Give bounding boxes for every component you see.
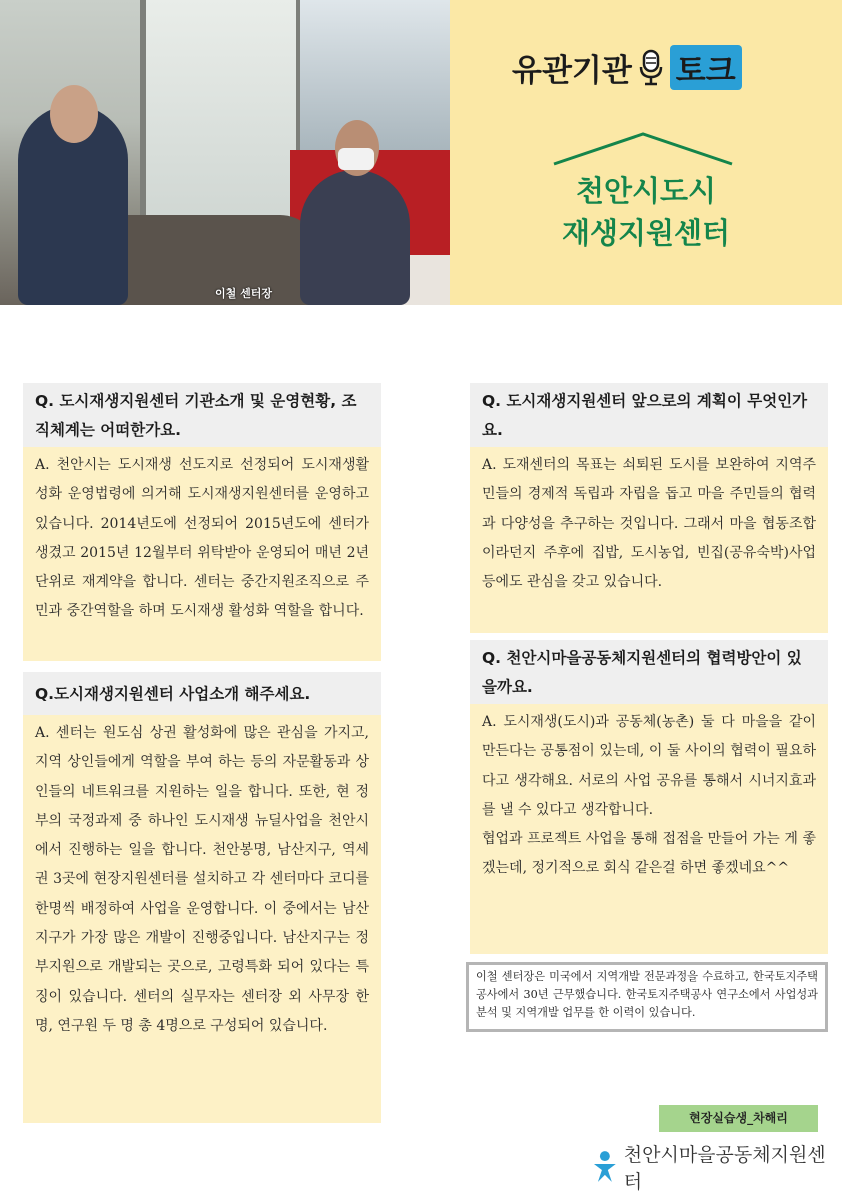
microphone-icon [638,49,664,87]
center-name [450,170,842,254]
interview-photo [0,0,450,305]
answer-text: A. 천안시는 도시재생 선도지로 선정되어 도시재생활성화 운영법령에 의거해 도시재생지원센터를 운영하고 있습니다. 2014년도에 선정되어 2015년도에 센터가 생겼고 2015년 12월부터 위탁받아 운영되어 매년 2년 단위로 재계약을 합니다. 센터는 중간지원조직으로 주민과 중간역할을 하며 도시재생 활성화 역할을 합니다. [23,447,381,661]
talk-title-part2: 토크 [670,45,742,90]
center-name-line1: 천안시도시 [575,174,717,208]
photo-caption: 이철 센터장 [215,287,272,300]
photo-person-right [300,170,410,305]
talk-title [512,45,742,90]
center-name-line2: 재생지원센터 [561,216,731,250]
photo-window-city [300,0,450,150]
photo-person-left-head [50,85,98,143]
footer-logo [592,1140,842,1194]
photo-window [140,0,302,230]
answer-text: A. 도시재생(도시)과 공동체(농촌) 둘 다 마을을 같이 만든다는 공통점이 있는데, 이 둘 사이의 협력이 필요하다고 생각해요. 서로의 사업 공유를 통해서 시너지효과를 낼 수 있다고 생각합니다. 협업과 프로젝트 사업을 통해 접점을 만들어 가는 게 좋겠는데, 정기적으로 회식 같은걸 하면 좋겠네요^^ [470,704,828,954]
qa-card-plan [470,383,828,633]
photo-face-mask [338,148,374,170]
question-text: Q. 천안시마을공동체지원센터의 협력방안이 있을까요. [470,640,828,704]
title-banner [450,0,842,305]
question-text: Q. 도시재생지원센터 기관소개 및 운영현황, 조직체계는 어떠한가요. [23,383,381,447]
question-text: Q. 도시재생지원센터 앞으로의 계획이 무엇인가요. [470,383,828,447]
qa-card-cooperation [470,640,828,954]
reporter-badge: 현장실습생_차해리 [659,1105,818,1132]
answer-text: A. 도재센터의 목표는 쇠퇴된 도시를 보완하여 지역주민들의 경제적 독립과 자립을 돕고 마을 주민들의 협력과 다양성을 추구하는 것입니다. 그래서 마을 협동조합 이라던지 주후에 집밥, 도시농업, 빈집(공유숙박)사업 등에도 관심을 갖고 있습니다. [470,447,828,633]
footer-org-name: 천안시마을공동체지원센터 [623,1144,826,1193]
interviewee-bio: 이철 센터장은 미국에서 지역개발 전문과정을 수료하고, 한국토지주택공사에서 30년 근무했습니다. 한국토지주택공사 연구소에서 사업성과분석 및 지역개발 업무를 한 이력이 있습니다. [466,962,828,1032]
answer-text: A. 센터는 원도심 상권 활성화에 많은 관심을 가지고, 지역 상인들에게 역할을 부여 하는 등의 자문활동과 상인들의 네트워크를 지원하는 일을 합니다. 또한, 현 정부의 국정과제 중 하나인 도시재생 뉴딜사업을 천안시에서 진행하는 일을 합니다. 천안봉명, 남산지구, 역세권 3곳에 현장지원센터를 설치하고 각 센터마다 코디를 한명씩 배정하여 사업을 운영합니다. 이 중에서는 남산지구가 가장 많은 개발이 진행중입니다. 남산지구는 정부지원으로 개발되는 곳으로, 고령특화 되어 있다는 특징이 있습니다. 센터의 실무자는 센터장 외 사무장 한명, 연구원 두 명 총 4명으로 구성되어 있습니다. [23,715,381,1123]
question-text: Q.도시재생지원센터 사업소개 해주세요. [23,672,381,715]
qa-card-intro [23,383,381,661]
roof-line-icon [548,128,738,168]
person-logo-icon [592,1150,618,1184]
qa-card-business [23,672,381,1123]
talk-title-part1: 유관기관 [512,53,632,89]
